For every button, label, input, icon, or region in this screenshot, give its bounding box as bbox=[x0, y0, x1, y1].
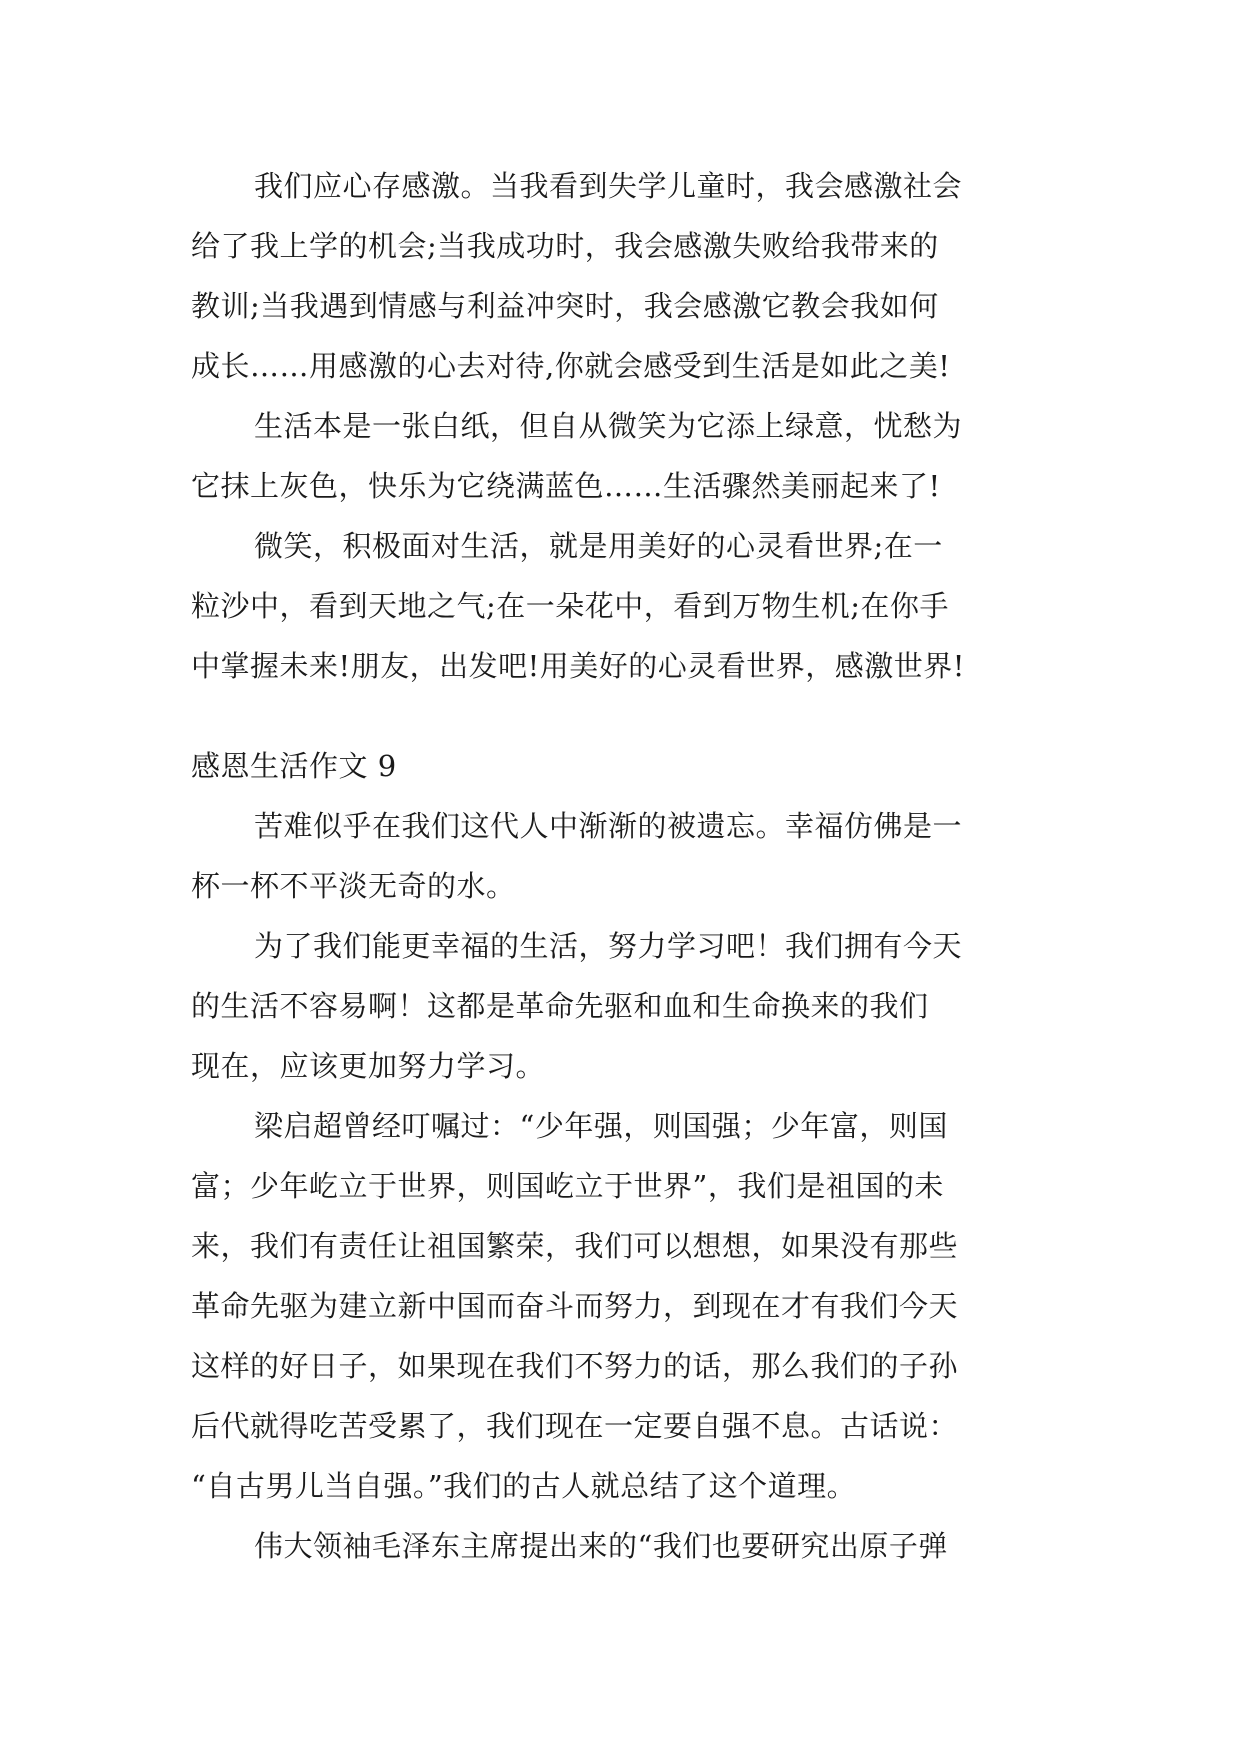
text-line: 它抹上灰色，快乐为它绕满蓝色……生活骤然美丽起来了! bbox=[191, 469, 941, 503]
text-line: 现在，应该更加努力学习。 bbox=[191, 1049, 546, 1083]
text-line: 教训;当我遇到情感与利益冲突时，我会感激它教会我如何 bbox=[191, 289, 939, 323]
text-line: 成长……用感激的心去对待,你就会感受到生活是如此之美! bbox=[191, 349, 951, 383]
text-line: 后代就得吃苦受累了，我们现在一定要自强不息。古话说： bbox=[191, 1409, 959, 1443]
text-line: 杯一杯不平淡无奇的水。 bbox=[191, 869, 516, 903]
text-line: 中掌握未来!朋友，出发吧!用美好的心灵看世界，感激世界! bbox=[191, 649, 965, 683]
text-line: 的生活不容易啊！这都是革命先驱和血和生命换来的我们 bbox=[191, 989, 929, 1023]
text-line: 苦难似乎在我们这代人中渐渐的被遗忘。幸福仿佛是一 bbox=[254, 809, 963, 843]
text-line: 我们应心存感激。当我看到失学儿童时，我会感激社会 bbox=[254, 169, 963, 203]
text-line: 给了我上学的机会;当我成功时，我会感激失败给我带来的 bbox=[191, 229, 939, 263]
text-line: “自古男儿当自强。”我们的古人就总结了这个道理。 bbox=[191, 1469, 857, 1503]
text-line: 革命先驱为建立新中国而奋斗而努力，到现在才有我们今天 bbox=[191, 1289, 959, 1323]
section-heading: 感恩生活作文 9 bbox=[191, 749, 397, 783]
text-line: 富；少年屹立于世界，则国屹立于世界”，我们是祖国的未 bbox=[191, 1169, 944, 1203]
text-line: 来，我们有责任让祖国繁荣，我们可以想想，如果没有那些 bbox=[191, 1229, 959, 1263]
text-line: 梁启超曾经叮嘱过：“少年强，则国强；少年富，则国 bbox=[254, 1109, 948, 1143]
text-line: 这样的好日子，如果现在我们不努力的话，那么我们的子孙 bbox=[191, 1349, 959, 1383]
text-line: 粒沙中，看到天地之气;在一朵花中，看到万物生机;在你手 bbox=[191, 589, 950, 623]
text-line: 生活本是一张白纸，但自从微笑为它添上绿意，忧愁为 bbox=[254, 409, 963, 443]
text-line: 微笑，积极面对生活，就是用美好的心灵看世界;在一 bbox=[254, 529, 943, 563]
text-line: 为了我们能更幸福的生活，努力学习吧！我们拥有今天 bbox=[254, 929, 963, 963]
text-line: 伟大领袖毛泽东主席提出来的“我们也要研究出原子弹 bbox=[254, 1529, 948, 1563]
